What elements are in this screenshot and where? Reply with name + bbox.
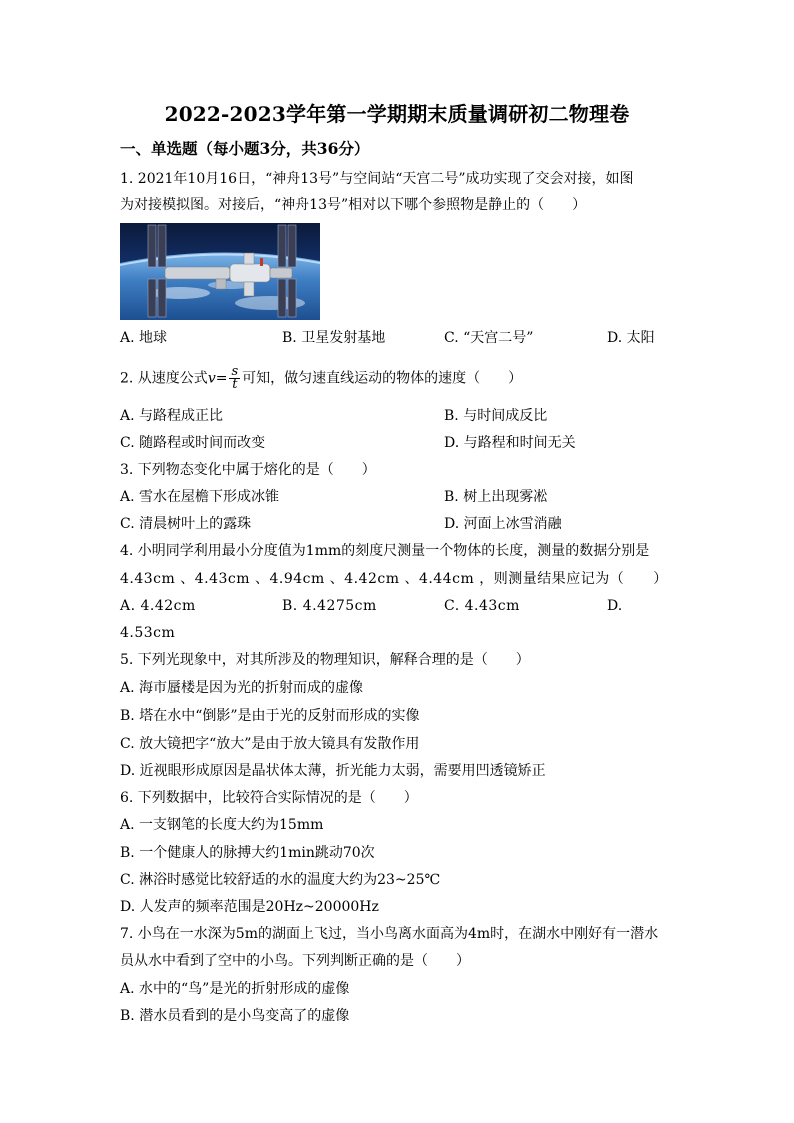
q7-stem-line2: 员从水中看到了空中的小鸟。下列判断正确的是（ ） bbox=[120, 953, 470, 969]
q3-option-a[interactable]: A. 雪水在屋檐下形成冰锥 bbox=[120, 489, 280, 505]
q1-option-a[interactable]: A. 地球 bbox=[120, 330, 168, 346]
q1-option-c[interactable]: C. “天宫二号” bbox=[444, 330, 534, 346]
q2-stem bbox=[120, 366, 522, 391]
q2-option-b[interactable]: B. 与时间成反比 bbox=[444, 408, 548, 424]
q7-stem-line1: 7. 小鸟在一水深为5m的湖面上飞过，当小鸟离水面高为4m时，在湖水中刚好有一潜水 bbox=[120, 926, 659, 942]
q2-option-d[interactable]: D. 与路程和时间无关 bbox=[444, 435, 576, 451]
q2-option-c[interactable]: C. 随路程或时间而改变 bbox=[120, 435, 266, 451]
q3-option-c[interactable]: C. 清晨树叶上的露珠 bbox=[120, 516, 252, 532]
q5-option-d[interactable]: D. 近视眼形成原因是晶状体太薄，折光能力太弱，需要用凹透镜矫正 bbox=[120, 763, 546, 779]
q6-option-b[interactable]: B. 一个健康人的脉搏大约1min跳动70次 bbox=[120, 845, 375, 861]
q3-option-d[interactable]: D. 河面上冰雪消融 bbox=[444, 516, 562, 532]
q6-option-a[interactable]: A. 一支钢笔的长度大约为15mm bbox=[120, 817, 324, 833]
q3-stem: 3. 下列物态变化中属于熔化的是（ ） bbox=[120, 462, 376, 478]
q7-option-a[interactable]: A. 水中的“鸟”是光的折射形成的虚像 bbox=[120, 981, 350, 997]
q4-option-c[interactable]: C. 4.43cm bbox=[444, 598, 520, 614]
q2-formula-v: v bbox=[207, 370, 216, 387]
q2-formula-eq: = bbox=[215, 370, 228, 387]
q4-option-a[interactable]: A. 4.42cm bbox=[120, 598, 196, 614]
q5-option-c[interactable]: C. 放大镜把字“放大”是由于放大镜具有发散作用 bbox=[120, 736, 420, 752]
q2-option-a[interactable]: A. 与路程成正比 bbox=[120, 408, 224, 424]
q2-stem-prefix: 2. 从速度公式 bbox=[120, 370, 208, 387]
q1-option-d[interactable]: D. 太阳 bbox=[607, 330, 655, 346]
q5-option-a[interactable]: A. 海市蜃楼是因为光的折射而成的虚像 bbox=[120, 680, 364, 696]
q2-formula-numerator: s bbox=[231, 364, 239, 379]
q5-option-b[interactable]: B. 塔在水中“倒影”是由于光的反射而形成的实像 bbox=[120, 708, 420, 724]
q4-option-d[interactable]: D. bbox=[607, 598, 623, 614]
space-station-docking-image bbox=[120, 223, 320, 320]
q2-formula-fraction bbox=[229, 366, 240, 391]
q6-option-d[interactable]: D. 人发声的频率范围是20Hz~20000Hz bbox=[120, 899, 379, 915]
q2-stem-suffix: 可知，做匀速直线运动的物体的速度（ ） bbox=[242, 370, 523, 387]
q1-stem-line2: 为对接模拟图。对接后，“神舟13号”相对以下哪个参照物是静止的（ ） bbox=[120, 197, 587, 213]
q5-stem: 5. 下列光现象中，对其所涉及的物理知识，解释合理的是（ ） bbox=[120, 652, 530, 668]
q6-stem: 6. 下列数据中，比较符合实际情况的是（ ） bbox=[120, 790, 418, 806]
section-heading: 一、单选题（每小题3分，共36分） bbox=[120, 139, 370, 158]
q2-formula-denominator: t bbox=[232, 377, 238, 392]
page-title: 2022-2023学年第一学期期末质量调研初二物理卷 bbox=[164, 102, 630, 126]
q7-option-b[interactable]: B. 潜水员看到的是小鸟变高了的虚像 bbox=[120, 1008, 350, 1024]
q4-stem-line1: 4. 小明同学利用最小分度值为1mm的刻度尺测量一个物体的长度，测量的数据分别是 bbox=[120, 543, 650, 559]
q6-option-c[interactable]: C. 淋浴时感觉比较舒适的水的温度大约为23~25℃ bbox=[120, 872, 441, 888]
space-station-illustration bbox=[120, 223, 320, 320]
q4-stem-line2: 4.43cm 、4.43cm 、4.94cm 、4.42cm 、4.44cm ，则测量结果应记为（ ） bbox=[120, 571, 668, 587]
q3-option-b[interactable]: B. 树上出现雾凇 bbox=[444, 489, 548, 505]
q4-option-d-value: 4.53cm bbox=[120, 625, 176, 641]
q4-option-b[interactable]: B. 4.4275cm bbox=[282, 598, 377, 614]
q1-stem-line1: 1. 2021年10月16日，“神舟13号”与空间站“天宫二号”成功实现了交会对接，如图 bbox=[120, 171, 634, 187]
q1-option-b[interactable]: B. 卫星发射基地 bbox=[282, 330, 386, 346]
